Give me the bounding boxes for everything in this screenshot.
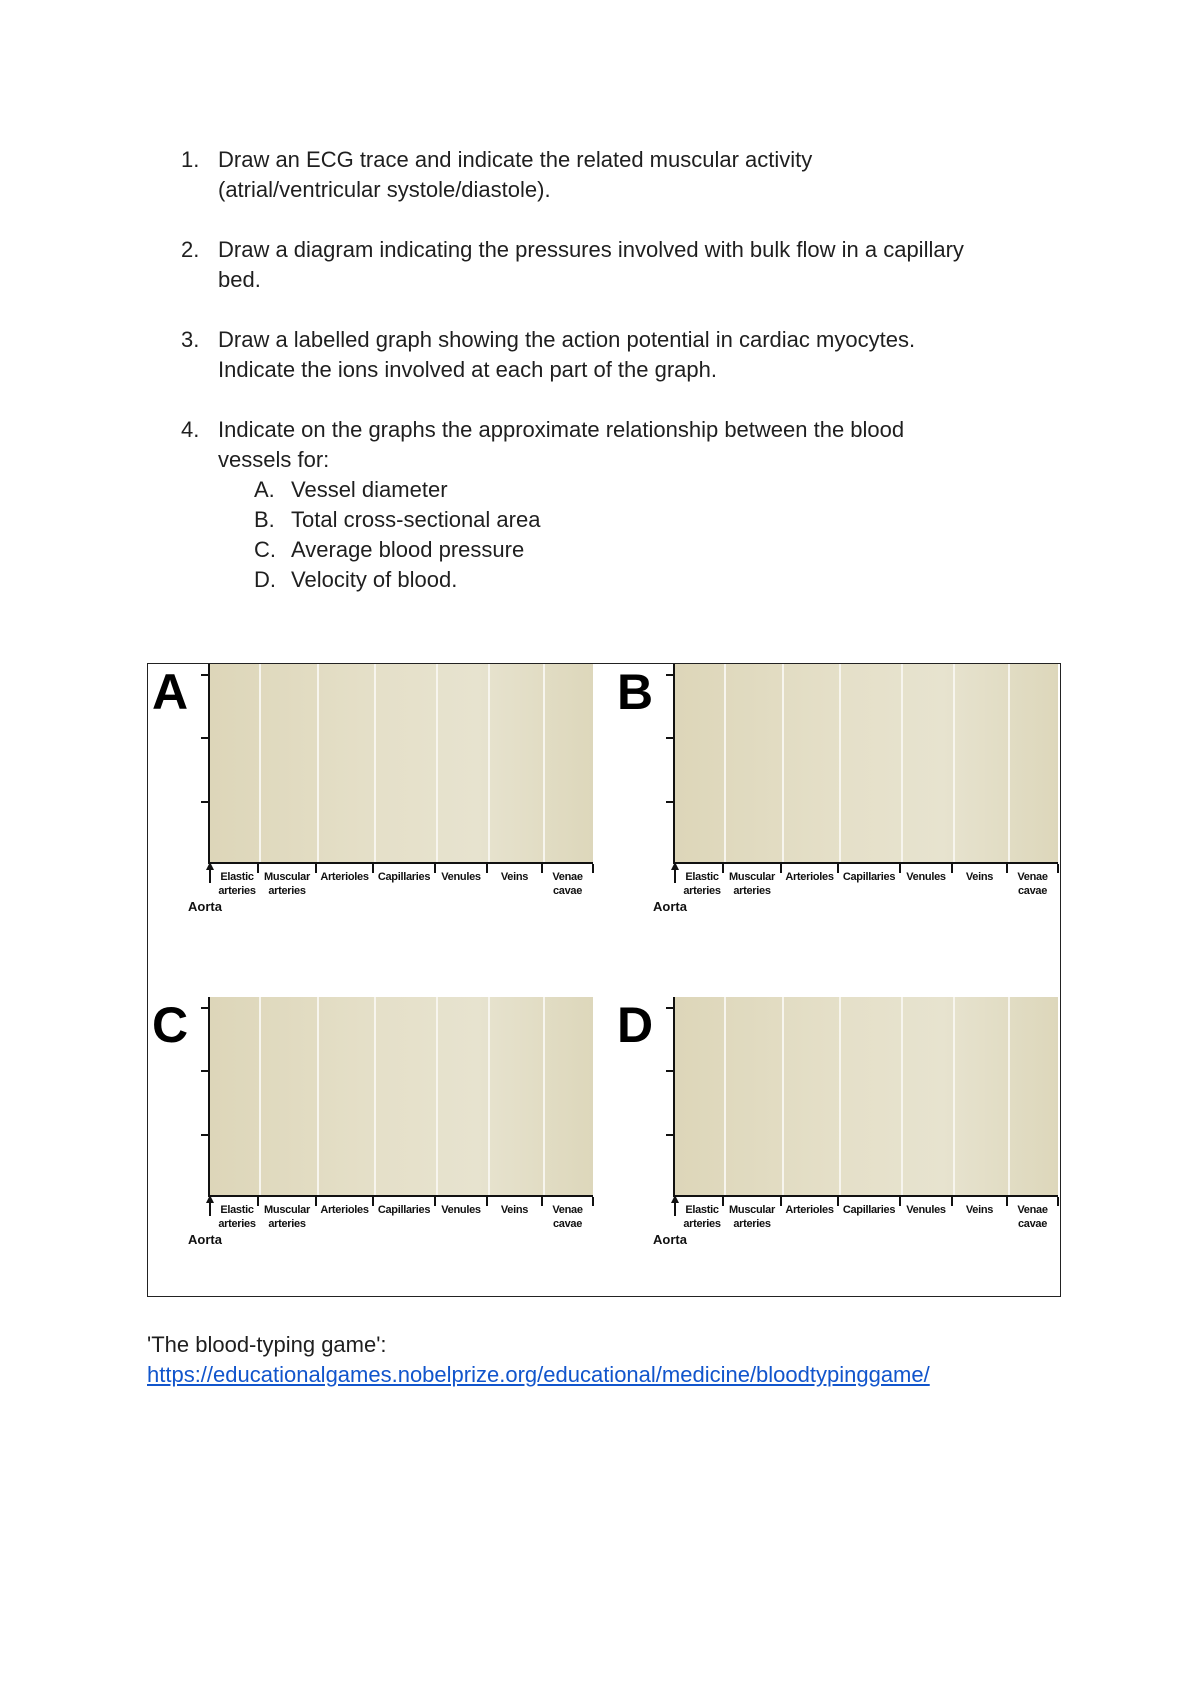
plot-area bbox=[208, 997, 593, 1197]
vessel-label-line: Venae bbox=[552, 1204, 583, 1216]
column-divider bbox=[543, 997, 545, 1195]
sub-item-c bbox=[218, 535, 1061, 565]
question-3 bbox=[181, 325, 1061, 385]
vessel-label bbox=[900, 870, 952, 884]
graph-panel-c bbox=[148, 997, 598, 1267]
column-divider bbox=[436, 664, 438, 862]
vessel-label-line: cavae bbox=[552, 1218, 583, 1230]
column-divider bbox=[724, 997, 726, 1195]
vessel-label-line: Elastic bbox=[685, 1204, 719, 1216]
vessel-label-line: Venae bbox=[1017, 1204, 1048, 1216]
vessel-label bbox=[838, 870, 900, 884]
vessel-label bbox=[952, 1203, 1007, 1217]
column-divider bbox=[782, 997, 784, 1195]
vessel-label-line: Arterioles bbox=[785, 1204, 834, 1216]
vessel-label-line: Capillaries bbox=[842, 871, 896, 883]
vessel-label-line: Venules bbox=[441, 871, 481, 883]
game-link[interactable]: https://educationalgames.nobelprize.org/educational/medicine/bloodtypinggame/ bbox=[147, 1362, 930, 1387]
vessel-label bbox=[487, 870, 542, 884]
vessel-label bbox=[212, 1203, 262, 1231]
vessel-label-line: arteries bbox=[218, 1218, 256, 1230]
vessel-label bbox=[373, 1203, 435, 1217]
sub-item-letter: C. bbox=[254, 537, 276, 562]
vessel-label bbox=[952, 870, 1007, 884]
vessel-label-line: Venules bbox=[906, 871, 946, 883]
vessel-label-line: Arterioles bbox=[785, 871, 834, 883]
sub-item-letter: A. bbox=[254, 477, 275, 502]
vessel-label-line: cavae bbox=[1017, 1218, 1048, 1230]
panel-letter: D bbox=[617, 997, 654, 1053]
column-divider bbox=[839, 997, 841, 1195]
vessel-label-line: Veins bbox=[965, 1204, 994, 1216]
vessel-label-line: Capillaries bbox=[377, 1204, 431, 1216]
vessel-label-line: Veins bbox=[965, 871, 994, 883]
vessel-label-line: arteries bbox=[218, 885, 256, 897]
vessel-label-line: Venae bbox=[1017, 871, 1048, 883]
question-text: vessels for: bbox=[218, 447, 330, 472]
column-divider bbox=[901, 997, 903, 1195]
vessel-label-line: Capillaries bbox=[842, 1204, 896, 1216]
blood-vessel-graphs-figure bbox=[147, 663, 1061, 1297]
aorta-label: Aorta bbox=[188, 1232, 222, 1247]
vessel-label bbox=[781, 870, 838, 884]
vessel-label-line: Venae bbox=[552, 871, 583, 883]
vessel-label-line: arteries bbox=[268, 885, 306, 897]
vessel-label bbox=[1007, 1203, 1058, 1231]
y-axis-tick bbox=[201, 1007, 208, 1009]
y-axis-tick bbox=[201, 737, 208, 739]
vessel-label bbox=[373, 870, 435, 884]
vessel-label bbox=[435, 870, 487, 884]
vessel-label-line: Elastic bbox=[685, 871, 719, 883]
question-text: (atrial/ventricular systole/diastole). bbox=[218, 177, 551, 202]
aorta-label: Aorta bbox=[653, 1232, 687, 1247]
sub-item-text: Average blood pressure bbox=[291, 537, 525, 562]
arrow-stem bbox=[674, 1202, 676, 1216]
vessel-label-line: cavae bbox=[552, 885, 583, 897]
graph-panel-a bbox=[148, 664, 598, 934]
column-divider bbox=[839, 664, 841, 862]
y-axis-tick bbox=[666, 674, 673, 676]
column-divider bbox=[317, 997, 319, 1195]
vessel-label-line: Muscular bbox=[729, 871, 775, 883]
question-number: 3. bbox=[181, 327, 200, 352]
question-text: Draw an ECG trace and indicate the related muscular activity bbox=[218, 147, 813, 172]
column-divider bbox=[782, 664, 784, 862]
vessel-label-line: Muscular bbox=[264, 1204, 310, 1216]
aorta-label: Aorta bbox=[653, 899, 687, 914]
question-text: Indicate the ions involved at each part of the graph. bbox=[218, 357, 717, 382]
question-4 bbox=[181, 415, 1061, 595]
vessel-label bbox=[212, 870, 262, 898]
vessel-label bbox=[435, 1203, 487, 1217]
sub-item-d bbox=[218, 565, 1061, 595]
vessel-label-line: Veins bbox=[500, 871, 529, 883]
sub-item-letter: B. bbox=[254, 507, 275, 532]
vessel-label-line: Arterioles bbox=[320, 1204, 369, 1216]
panel-letter: C bbox=[152, 997, 189, 1053]
panel-letter: A bbox=[152, 664, 189, 720]
vessel-label bbox=[542, 1203, 593, 1231]
vessel-label bbox=[316, 870, 373, 884]
question-number: 4. bbox=[181, 417, 200, 442]
y-axis-tick bbox=[201, 1134, 208, 1136]
sub-item-list bbox=[218, 475, 1061, 595]
vessel-label-line: Elastic bbox=[220, 871, 254, 883]
question-2 bbox=[181, 235, 1061, 295]
vessel-label-line: arteries bbox=[733, 1218, 771, 1230]
question-text: Indicate on the graphs the approximate relationship between the blood bbox=[218, 417, 905, 442]
sub-item-text: Velocity of blood. bbox=[291, 567, 458, 592]
vessel-label-line: Muscular bbox=[264, 871, 310, 883]
vessel-label-line: Capillaries bbox=[377, 871, 431, 883]
y-axis-tick bbox=[201, 674, 208, 676]
sub-item-text: Total cross-sectional area bbox=[291, 507, 541, 532]
question-number: 1. bbox=[181, 147, 200, 172]
y-axis-tick bbox=[666, 1070, 673, 1072]
vessel-label bbox=[316, 1203, 373, 1217]
graph-panel-d bbox=[613, 997, 1063, 1267]
plot-area bbox=[208, 664, 593, 864]
sub-item-b bbox=[218, 505, 1061, 535]
sub-item-text: Vessel diameter bbox=[291, 477, 448, 502]
column-divider bbox=[953, 664, 955, 862]
column-divider bbox=[543, 664, 545, 862]
vessel-label-line: arteries bbox=[268, 1218, 306, 1230]
vessel-label bbox=[838, 1203, 900, 1217]
plot-area bbox=[673, 997, 1058, 1197]
column-divider bbox=[724, 664, 726, 862]
column-divider bbox=[259, 664, 261, 862]
vessel-label bbox=[258, 1203, 316, 1231]
vessel-label bbox=[258, 870, 316, 898]
column-divider bbox=[436, 997, 438, 1195]
vessel-label-line: Muscular bbox=[729, 1204, 775, 1216]
game-title: 'The blood-typing game': bbox=[147, 1332, 387, 1357]
vessel-label bbox=[723, 1203, 781, 1231]
column-divider bbox=[374, 997, 376, 1195]
vessel-label-line: Venules bbox=[906, 1204, 946, 1216]
y-axis-tick bbox=[666, 801, 673, 803]
column-divider bbox=[1008, 997, 1010, 1195]
vessel-label bbox=[677, 1203, 727, 1231]
vessel-label-line: Elastic bbox=[220, 1204, 254, 1216]
column-divider bbox=[259, 997, 261, 1195]
y-axis-tick bbox=[666, 737, 673, 739]
vessel-label-line: Veins bbox=[500, 1204, 529, 1216]
arrow-stem bbox=[209, 869, 211, 883]
question-text: Draw a diagram indicating the pressures involved with bulk flow in a capillary bbox=[218, 237, 964, 262]
vessel-label-line: arteries bbox=[683, 885, 721, 897]
vessel-label-line: cavae bbox=[1017, 885, 1048, 897]
vessel-label-line: arteries bbox=[733, 885, 771, 897]
plot-area bbox=[673, 664, 1058, 864]
sub-item-a bbox=[218, 475, 1061, 505]
column-divider bbox=[1008, 664, 1010, 862]
column-divider bbox=[901, 664, 903, 862]
vessel-label bbox=[781, 1203, 838, 1217]
arrow-stem bbox=[674, 869, 676, 883]
panel-letter: B bbox=[617, 664, 654, 720]
question-number: 2. bbox=[181, 237, 200, 262]
question-text: Draw a labelled graph showing the action potential in cardiac myocytes. bbox=[218, 327, 916, 352]
graph-panel-b bbox=[613, 664, 1063, 934]
vessel-label bbox=[723, 870, 781, 898]
question-text: bed. bbox=[218, 267, 261, 292]
y-axis-tick bbox=[201, 1070, 208, 1072]
question-list bbox=[181, 145, 1061, 625]
y-axis-tick bbox=[666, 1007, 673, 1009]
column-divider bbox=[374, 664, 376, 862]
aorta-label: Aorta bbox=[188, 899, 222, 914]
question-1 bbox=[181, 145, 1061, 205]
y-axis-tick bbox=[666, 1134, 673, 1136]
column-divider bbox=[953, 997, 955, 1195]
column-divider bbox=[317, 664, 319, 862]
vessel-label-line: arteries bbox=[683, 1218, 721, 1230]
sub-item-letter: D. bbox=[254, 567, 276, 592]
vessel-label-line: Arterioles bbox=[320, 871, 369, 883]
vessel-label bbox=[487, 1203, 542, 1217]
vessel-label bbox=[542, 870, 593, 898]
vessel-label bbox=[1007, 870, 1058, 898]
vessel-label bbox=[677, 870, 727, 898]
vessel-label bbox=[900, 1203, 952, 1217]
y-axis-tick bbox=[201, 801, 208, 803]
column-divider bbox=[488, 664, 490, 862]
vessel-label-line: Venules bbox=[441, 1204, 481, 1216]
column-divider bbox=[488, 997, 490, 1195]
arrow-stem bbox=[209, 1202, 211, 1216]
